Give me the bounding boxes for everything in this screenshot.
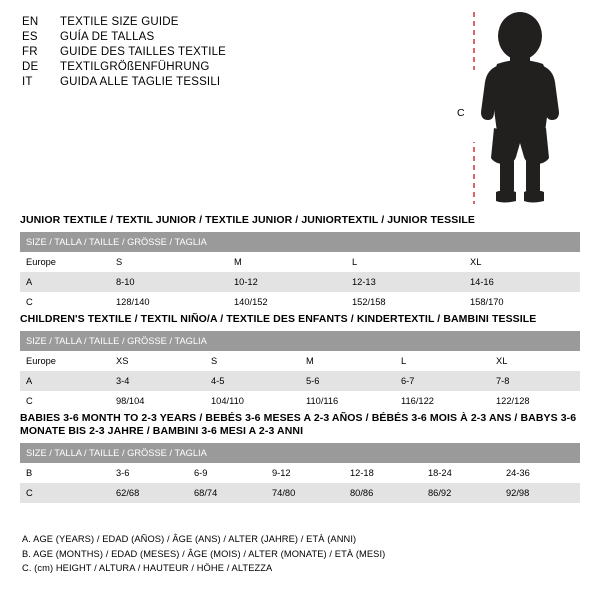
junior-size-table: [20, 232, 580, 312]
legend-footnotes: [22, 532, 542, 576]
row-label: C: [20, 483, 110, 503]
cell: 152/158: [346, 292, 464, 312]
table-header-row: [20, 232, 580, 252]
cell: 24-36: [500, 463, 580, 483]
table-header-row: [20, 331, 580, 351]
cell: 14-16: [464, 272, 580, 292]
cell: XL: [490, 351, 580, 371]
language-row: [22, 16, 422, 28]
cell: 3-6: [110, 463, 188, 483]
cell: L: [346, 252, 464, 272]
language-title: GUIDA ALLE TAGLIE TESSILI: [60, 76, 221, 88]
language-row: [22, 46, 422, 58]
table-row: [20, 272, 580, 292]
cell: 9-12: [266, 463, 344, 483]
cell: 116/122: [395, 391, 490, 411]
row-label: C: [20, 292, 110, 312]
cell: L: [395, 351, 490, 371]
table-row: [20, 463, 580, 483]
language-title: TEXTILE SIZE GUIDE: [60, 16, 179, 28]
table-row: [20, 483, 580, 503]
row-label: C: [20, 391, 110, 411]
cell: 98/104: [110, 391, 205, 411]
footnote-c: C. (cm) HEIGHT / ALTURA / HAUTEUR / HÖHE / ALTEZZA: [22, 563, 273, 573]
cell: 3-4: [110, 371, 205, 391]
cell: 128/140: [110, 292, 228, 312]
cell: 4-5: [205, 371, 300, 391]
children-size-table: [20, 331, 580, 411]
size-header-label: SIZE / TALLA / TAILLE / GRÖSSE / TAGLIA: [20, 232, 580, 252]
measure-label-c: C: [457, 107, 465, 119]
language-title: TEXTILGRÖßENFÜHRUNG: [60, 61, 210, 73]
language-row: [22, 76, 422, 88]
language-code: IT: [22, 76, 33, 88]
row-label: A: [20, 371, 110, 391]
cell: M: [300, 351, 395, 371]
table-row: [20, 391, 580, 411]
cell: 74/80: [266, 483, 344, 503]
language-row: [22, 61, 422, 73]
cell: 6-9: [188, 463, 266, 483]
cell: 110/116: [300, 391, 395, 411]
row-label: Europe: [20, 351, 110, 371]
cell: 8-10: [110, 272, 228, 292]
cell: 12-13: [346, 272, 464, 292]
cell: 62/68: [110, 483, 188, 503]
cell: S: [110, 252, 228, 272]
table-row: [20, 351, 580, 371]
section-title: JUNIOR TEXTILE / TEXTIL JUNIOR / TEXTILE JUNIOR / JUNIORTEXTIL / JUNIOR TESSILE: [20, 214, 475, 226]
section-title: CHILDREN'S TEXTILE / TEXTIL NIÑO/A / TEXTILE DES ENFANTS / KINDERTEXTIL / BAMBINI TESSILE: [20, 313, 537, 325]
language-code: ES: [22, 31, 38, 43]
toddler-silhouette-icon: [450, 8, 590, 208]
language-code: DE: [22, 61, 39, 73]
table-row: [20, 292, 580, 312]
language-code: EN: [22, 16, 39, 28]
size-header-label: SIZE / TALLA / TAILLE / GRÖSSE / TAGLIA: [20, 331, 580, 351]
cell: 18-24: [422, 463, 500, 483]
cell: 6-7: [395, 371, 490, 391]
section-childrens-textile: [20, 313, 580, 411]
language-code: FR: [22, 46, 38, 58]
child-silhouette-figure: [450, 8, 590, 208]
cell: XS: [110, 351, 205, 371]
cell: S: [205, 351, 300, 371]
cell: 5-6: [300, 371, 395, 391]
cell: 7-8: [490, 371, 580, 391]
cell: 122/128: [490, 391, 580, 411]
language-title: GUIDE DES TAILLES TEXTILE: [60, 46, 227, 58]
cell: 12-18: [344, 463, 422, 483]
table-header-row: [20, 443, 580, 463]
cell: 80/86: [344, 483, 422, 503]
table-row: [20, 371, 580, 391]
language-header: [22, 16, 422, 91]
cell: 140/152: [228, 292, 346, 312]
row-label: Europe: [20, 252, 110, 272]
row-label: A: [20, 272, 110, 292]
section-title: BABIES 3-6 MONTH TO 2-3 YEARS / BEBÉS 3-6 MESES A 2-3 AÑOS / BÉBÉS 3-6 MOIS À 2-3 ANS / BABYS 3-6 MONATE BIS 2-3 JAHRE / BAMBINI 3-6 MESI A 2-3 ANNI: [20, 412, 577, 437]
cell: M: [228, 252, 346, 272]
footnote-b: B. AGE (MONTHS) / EDAD (MESES) / ÂGE (MOIS) / ALTER (MONATE) / ETÀ (MESI): [22, 548, 386, 559]
row-label: B: [20, 463, 110, 483]
language-title: GUÍA DE TALLAS: [60, 31, 155, 43]
cell: 158/170: [464, 292, 580, 312]
cell: 92/98: [500, 483, 580, 503]
section-junior-textile: [20, 214, 580, 312]
table-row: [20, 252, 580, 272]
cell: 10-12: [228, 272, 346, 292]
language-row: [22, 31, 422, 43]
cell: 86/92: [422, 483, 500, 503]
cell: 104/110: [205, 391, 300, 411]
cell: XL: [464, 252, 580, 272]
babies-size-table: [20, 443, 580, 503]
section-babies-textile: [20, 412, 580, 503]
cell: 68/74: [188, 483, 266, 503]
footnote-a: A. AGE (YEARS) / EDAD (AÑOS) / ÂGE (ANS) / ALTER (JAHRE) / ETÀ (ANNI): [22, 534, 357, 544]
size-header-label: SIZE / TALLA / TAILLE / GRÖSSE / TAGLIA: [20, 443, 580, 463]
